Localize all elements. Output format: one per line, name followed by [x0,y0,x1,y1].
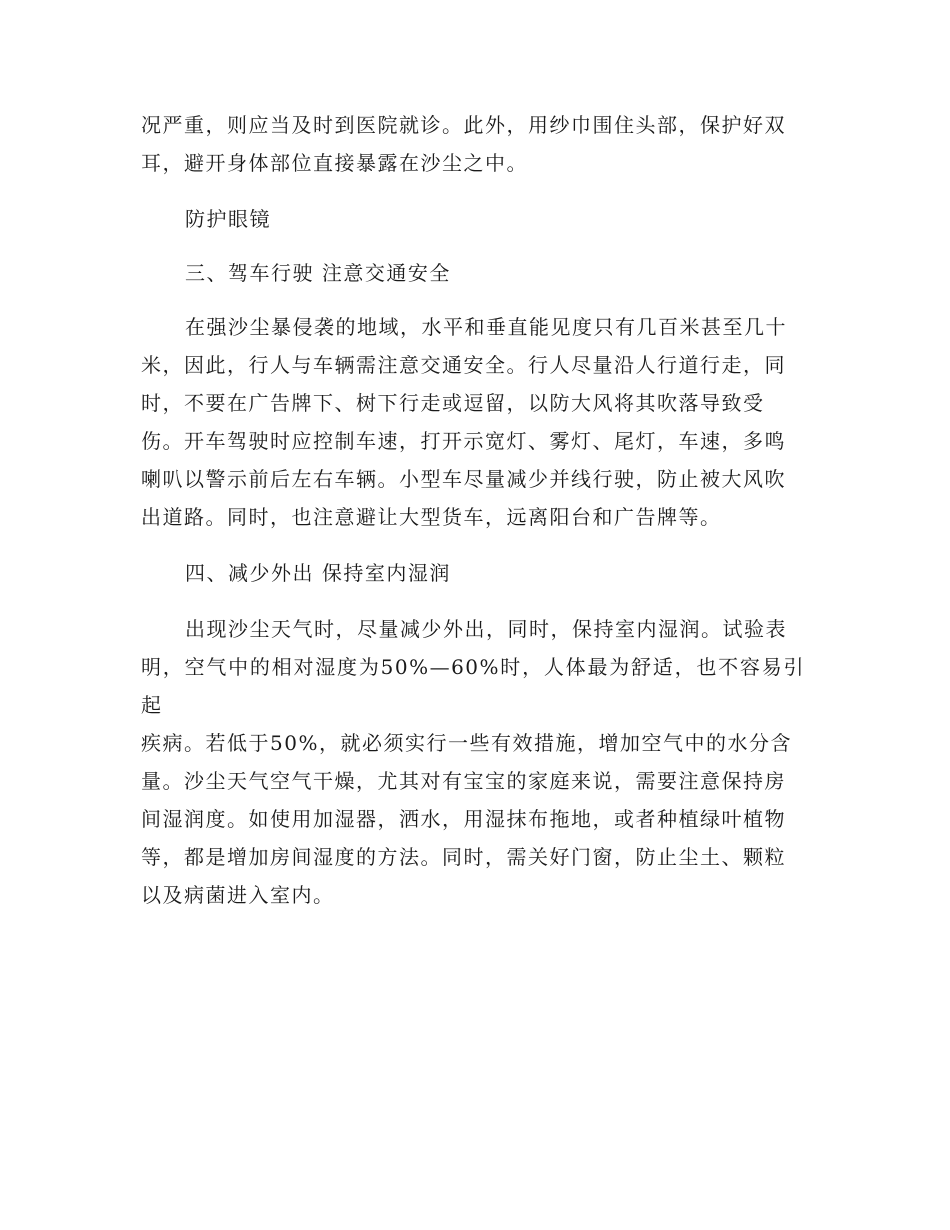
paragraph-indoor-humidity [141,610,805,914]
heading-section-four: 四、减少外出 保持室内湿润 [185,561,451,585]
document-body [141,106,805,914]
text-line: 出现沙尘天气时，尽量减少外出，同时，保持室内湿润。试验表 [185,617,787,641]
text-line: 伤。开车驾驶时应控制车速，打开示宽灯、雾灯、尾灯，车速，多鸣 [141,429,786,453]
heading-section-three: 三、驾车行驶 注意交通安全 [185,261,451,285]
paragraph-hygiene-continued [141,106,805,182]
text-line: 米，因此，行人与车辆需注意交通安全。行人尽量沿人行道行走，同 [141,353,786,377]
text-line: 时，不要在广告牌下、树下行走或逗留，以防大风将其吹落导致受 [141,391,765,415]
text-line: 间湿润度。如使用加湿器，洒水，用湿抹布拖地，或者种植绿叶植物 [141,807,786,831]
text-line: 等，都是增加房间湿度的方法。同时，需关好门窗，防止尘土、颗粒 [141,845,786,869]
text-line: 在强沙尘暴侵袭的地域，水平和垂直能见度只有几百米甚至几十 [185,315,787,339]
text-line: 量。沙尘天气空气干燥，尤其对有宝宝的家庭来说，需要注意保持房 [141,769,786,793]
text-line: 明，空气中的相对湿度为50%—60%时，人体最为舒适，也不容易引起 [141,655,805,717]
text-line: 疾病。若低于50%，就必须实行一些有效措施，增加空气中的水分含 [141,731,792,755]
text-line: 以及病菌进入室内。 [141,883,335,907]
paragraph-traffic-safety [141,308,805,536]
text-line: 出道路。同时，也注意避让大型货车，远离阳台和广告牌等。 [141,505,722,529]
text-line: 况严重，则应当及时到医院就诊。此外，用纱巾围住头部，保护好双 [141,113,786,137]
text-line: 喇叭以警示前后左右车辆。小型车尽量减少并线行驶，防止被大风吹 [141,467,786,491]
text-line: 耳，避开身体部位直接暴露在沙尘之中。 [141,151,528,175]
heading-protective-goggles: 防护眼镜 [185,207,271,231]
